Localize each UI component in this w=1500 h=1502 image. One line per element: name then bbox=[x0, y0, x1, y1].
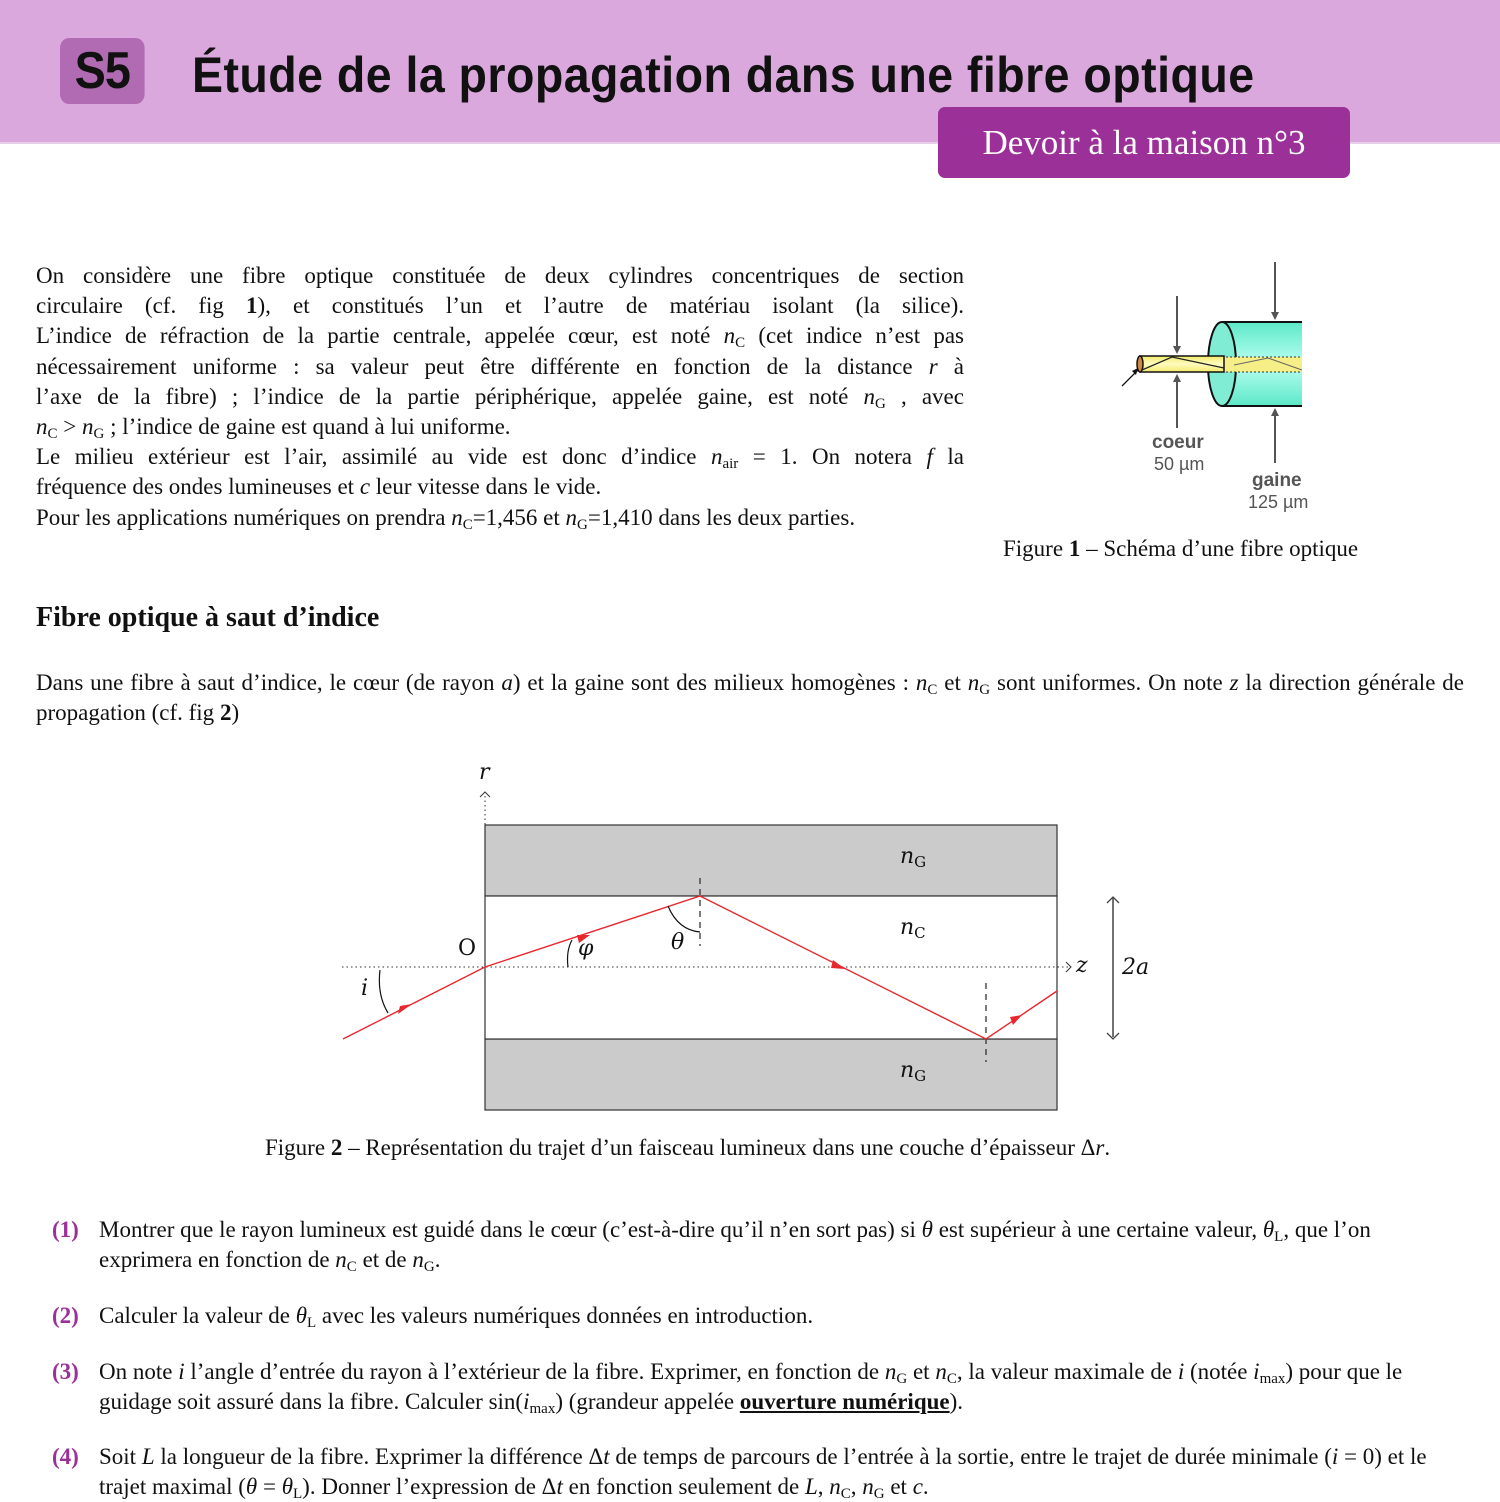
origin-label: O bbox=[458, 936, 477, 961]
question-number: (4) bbox=[52, 1444, 79, 1469]
fiber-schematic-icon bbox=[1110, 258, 1340, 518]
axis-r-label: r bbox=[479, 760, 490, 785]
axis-z-label: z bbox=[1076, 953, 1088, 978]
core-label: coeur bbox=[1152, 432, 1204, 453]
core-index: $n_C$ bbox=[900, 915, 926, 942]
intro-line: On considère une fibre optique constituée de deux cylindres concentriques de section bbox=[36, 263, 964, 288]
question-1 bbox=[52, 1215, 1464, 1275]
cladding-bottom-index: $n_G$ bbox=[900, 1058, 927, 1085]
figure-2-caption: Figure 2 – Représentation du trajet d’un faisceau lumineux dans une couche d’épaisseur Δr. bbox=[265, 1135, 1111, 1160]
angle-i-label: i bbox=[361, 976, 369, 1001]
intro-line: Le milieu extérieur est l’air, assimilé au vide est donc d’indice $n_{air} = 1$. On notera f la bbox=[36, 444, 964, 473]
question-number: (1) bbox=[52, 1217, 79, 1242]
question-text: On note i l’angle d’entrée du rayon à l’extérieur de la fibre. Exprimer, en fonction de $n_G$ et $n_C$, la valeur maximale de i (notée $i_{max}$) pour que le guidage soit assuré dans la fibre. Calculer $\sin(i_{max})$ (grandeur appelée ouverture numérique). bbox=[99, 1359, 1403, 1417]
intro-line: Pour les applications numériques on prendra $n_C=1,456$ et $n_G=1,410$ dans les deux parties. bbox=[36, 504, 856, 533]
intro-line: circulaire (cf. fig 1), et constitués l’un et l’autre de matériau isolant (la silice). bbox=[36, 293, 965, 319]
question-text: Soit L la longueur de la fibre. Exprimer la différence Δt de temps de parcours de l’entrée à la sortie, entre le trajet de durée minimale (i = 0) et le trajet maximal $(\theta = \theta_L)$. Donner l’expression de Δt en fonction seulement de L, $n_C$, $n_G$ et c. bbox=[99, 1444, 1427, 1502]
section-badge: S5 bbox=[60, 38, 145, 104]
intro-line: L’indice de réfraction de la partie centrale, appelée cœur, est noté $n_C$ (cet indice n’est pas bbox=[36, 323, 964, 352]
assignment-label: Devoir à la maison n°3 bbox=[938, 107, 1350, 178]
question-2 bbox=[52, 1301, 1464, 1331]
cladding-label: gaine bbox=[1252, 470, 1302, 491]
cladding-top-index: $n_G$ bbox=[900, 844, 927, 871]
question-text: Calculer la valeur de $\theta_L$ avec les valeurs numériques données en introduction. bbox=[99, 1303, 814, 1331]
question-number: (2) bbox=[52, 1303, 79, 1328]
intro-line: fréquence des ondes lumineuses et c leur vitesse dans le vide. bbox=[36, 474, 602, 500]
core-size: 50 µm bbox=[1154, 454, 1205, 474]
cladding-size: 125 µm bbox=[1248, 492, 1309, 512]
question-3 bbox=[52, 1357, 1464, 1417]
intro-line: nécessairement uniforme : sa valeur peut être différente en fonction de la distance r à bbox=[36, 353, 964, 379]
page-title: Étude de la propagation dans une fibre optique bbox=[192, 47, 1255, 103]
angle-phi-label: φ bbox=[578, 936, 594, 961]
figure-1-caption: Figure 1 – Schéma d’une fibre optique bbox=[1003, 536, 1359, 561]
question-4 bbox=[52, 1442, 1464, 1502]
numerical-aperture-term: ouverture numérique bbox=[739, 1389, 950, 1414]
angle-theta-label: θ bbox=[671, 930, 685, 955]
ray-path-diagram-icon bbox=[330, 760, 1160, 1120]
question-text: Montrer que le rayon lumineux est guidé dans le cœur (c’est-à-dire qu’il n’en sort pas) si θ est supérieur à une certaine valeur, $\theta_L$, que l’on exprimera en fonction de $n_C$ et de $n_G$. bbox=[99, 1217, 1371, 1275]
section-heading: Fibre optique à saut d’indice bbox=[36, 602, 380, 633]
intro-line: l’axe de la fibre) ; l’indice de la partie périphérique, appelée gaine, est noté $n_G$ , avec bbox=[36, 383, 964, 412]
intro-paragraph bbox=[36, 261, 964, 533]
section-description: Dans une fibre à saut d’indice, le cœur (de rayon a) et la gaine sont des milieux homogènes : $n_C$ et $n_G$ sont uniformes. On note z la direction générale de propagation (cf. fig 2) bbox=[36, 670, 1464, 726]
core-diameter-label: 2a bbox=[1122, 955, 1150, 980]
figure-1-fiber-schematic bbox=[1110, 258, 1340, 518]
figure-2-ray-diagram bbox=[330, 760, 1160, 1120]
question-number: (3) bbox=[52, 1359, 79, 1384]
intro-line: $n_C > n_G$ ; l’indice de gaine est quand à lui uniforme. bbox=[36, 414, 511, 443]
